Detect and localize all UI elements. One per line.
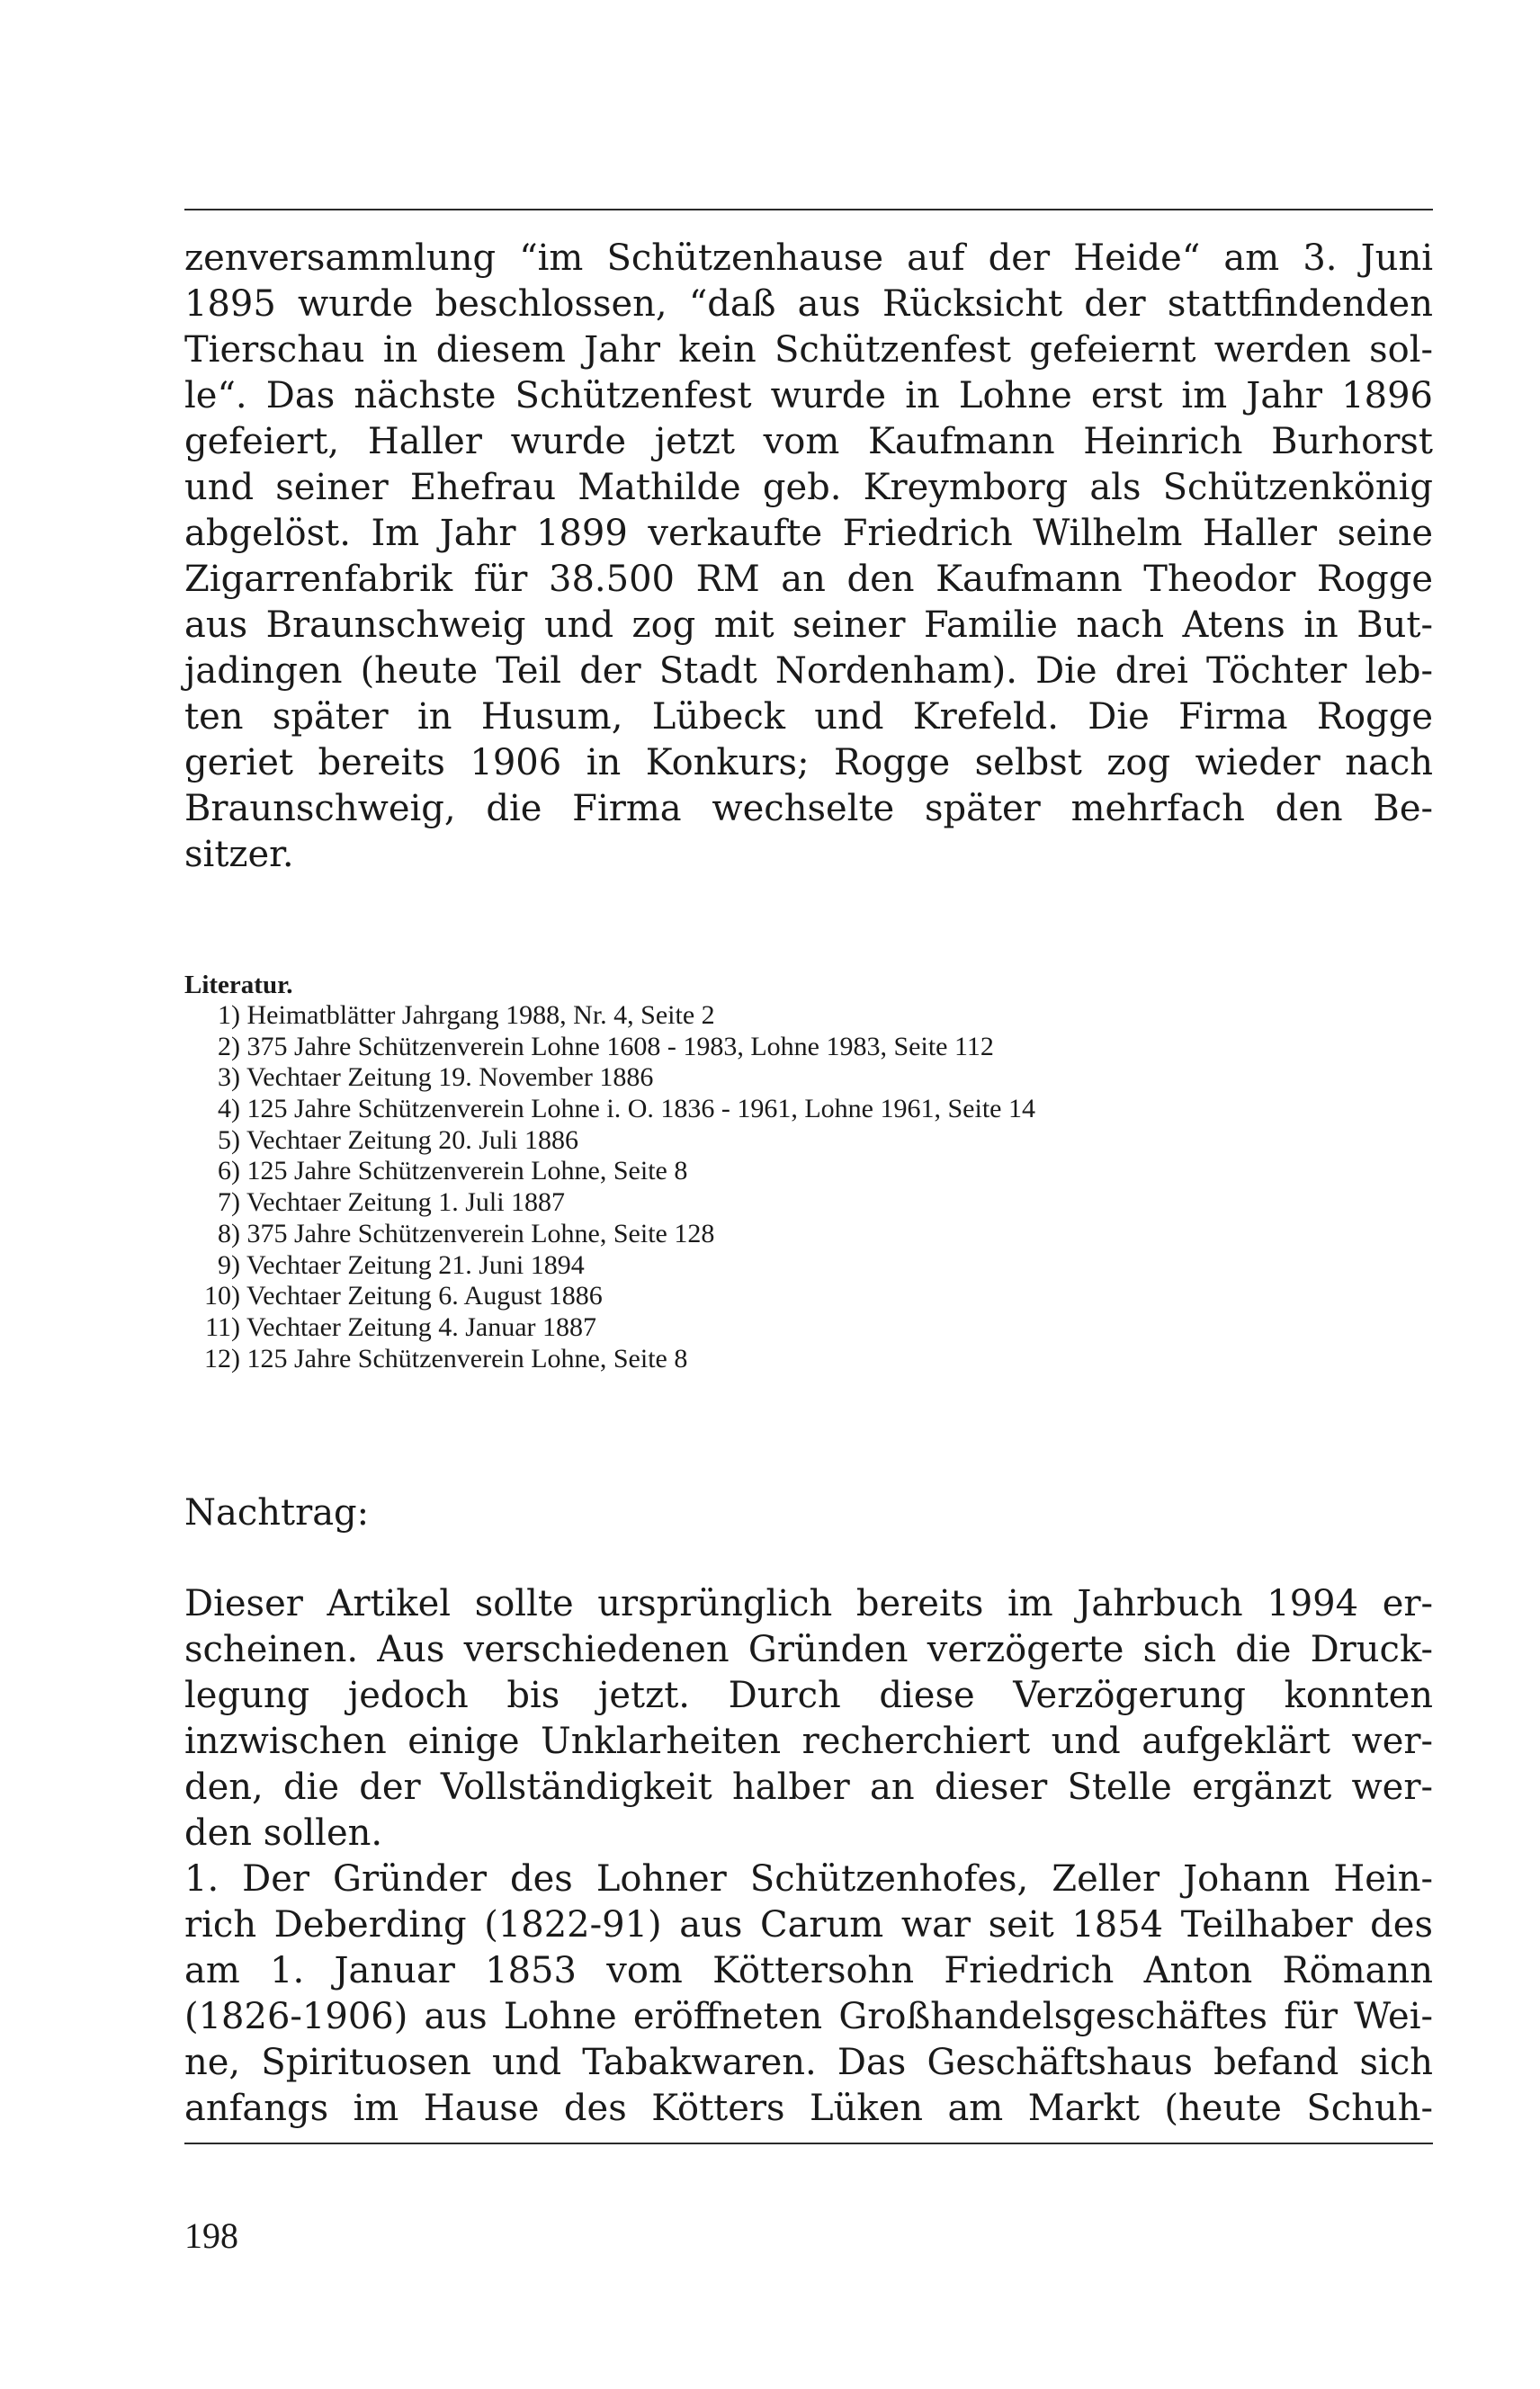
- text-line: Dieser Artikel sollte ursprünglich bereits im Jahrbuch 1994 er-: [184, 1583, 1433, 1624]
- reference-item: [184, 1000, 1433, 1032]
- text-line: Tierschau in diesem Jahr kein Schützenfest gefeiernt werden sol-: [184, 329, 1433, 371]
- text-line: Zigarrenfabrik für 38.500 RM an den Kaufmann Theodor Rogge: [184, 559, 1433, 600]
- reference-item: [184, 1250, 1433, 1282]
- text-line: geriet bereits 1906 in Konkurs; Rogge selbst zog wieder nach: [184, 742, 1433, 783]
- text-line: gefeiert, Haller wurde jetzt vom Kaufmann Heinrich Burhorst: [184, 421, 1433, 462]
- references-title: Literatur.: [184, 971, 293, 999]
- reference-number: 5): [218, 1124, 240, 1155]
- page-number: 198: [184, 2215, 238, 2256]
- reference-number: 2): [218, 1031, 240, 1061]
- reference-text: Heimatblätter Jahrgang 1988, Nr. 4, Seite 2: [246, 1000, 715, 1030]
- text-line: 1895 wurde beschlossen, “daß aus Rücksicht der stattfindenden: [184, 283, 1433, 325]
- addendum-heading: Nachtrag:: [184, 1492, 370, 1534]
- reference-item: [184, 1062, 1433, 1094]
- text-line: jadingen (heute Teil der Stadt Nordenham). Die drei Töchter leb-: [184, 650, 1433, 692]
- text-line: zenversammlung “im Schützenhause auf der Heide“ am 3. Juni: [184, 237, 1433, 279]
- text-line: Braunschweig, die Firma wechselte später mehrfach den Be-: [184, 788, 1433, 829]
- reference-text: 375 Jahre Schützenverein Lohne 1608 - 1983, Lohne 1983, Seite 112: [246, 1031, 994, 1061]
- text-line: am 1. Januar 1853 vom Köttersohn Friedrich Anton Römann: [184, 1950, 1433, 1991]
- text-line: den, die der Vollständigkeit halber an dieser Stelle ergänzt wer-: [184, 1767, 1433, 1808]
- reference-item: [184, 1125, 1433, 1157]
- addendum-paragraph: [184, 1581, 1433, 2132]
- reference-text: 125 Jahre Schützenverein Lohne i. O. 1836 - 1961, Lohne 1961, Seite 14: [246, 1094, 1035, 1124]
- main-paragraph: [184, 236, 1433, 878]
- text-line: aus Braunschweig und zog mit seiner Familie nach Atens in But-: [184, 604, 1433, 646]
- text-line: le“. Das nächste Schützenfest wurde in Lohne erst im Jahr 1896: [184, 375, 1433, 416]
- reference-number: 6): [218, 1156, 240, 1186]
- text-line: (1826-1906) aus Lohne eröffneten Großhandelsgeschäftes für Wei-: [184, 1996, 1433, 2037]
- footer-rule: [184, 2143, 1433, 2144]
- text-line: 1. Der Gründer des Lohner Schützenhofes, Zeller Johann Hein-: [184, 1858, 1433, 1900]
- reference-number: 10): [204, 1281, 240, 1311]
- reference-number: 8): [218, 1218, 240, 1248]
- text-line: sitzer.: [184, 834, 294, 875]
- reference-item: [184, 1094, 1433, 1125]
- reference-number: 12): [204, 1343, 240, 1373]
- text-line: und seiner Ehefrau Mathilde geb. Kreymborg als Schützenkönig: [184, 467, 1433, 508]
- text-line: ten später in Husum, Lübeck und Krefeld. Die Firma Rogge: [184, 696, 1433, 738]
- reference-item: [184, 1187, 1433, 1219]
- reference-text: 125 Jahre Schützenverein Lohne, Seite 8: [246, 1343, 688, 1373]
- reference-number: 7): [218, 1187, 240, 1218]
- text-line: den sollen.: [184, 1812, 383, 1854]
- reference-text: Vechtaer Zeitung 21. Juni 1894: [246, 1249, 585, 1280]
- reference-text: Vechtaer Zeitung 6. August 1886: [246, 1281, 603, 1311]
- text-line: abgelöst. Im Jahr 1899 verkaufte Friedrich Wilhelm Haller seine: [184, 513, 1433, 554]
- text-line: legung jedoch bis jetzt. Durch diese Verzögerung konnten: [184, 1675, 1433, 1716]
- reference-item: [184, 1344, 1433, 1375]
- header-rule: [184, 209, 1433, 210]
- reference-number: 11): [205, 1311, 240, 1342]
- text-line: anfangs im Hause des Kötters Lüken am Markt (heute Schuh-: [184, 2088, 1433, 2129]
- text-line: ne, Spirituosen und Tabakwaren. Das Geschäftshaus befand sich: [184, 2042, 1433, 2083]
- reference-text: Vechtaer Zeitung 1. Juli 1887: [246, 1187, 566, 1218]
- text-line: scheinen. Aus verschiedenen Gründen verzögerte sich die Druck-: [184, 1629, 1433, 1670]
- reference-number: 4): [218, 1094, 240, 1124]
- reference-text: 375 Jahre Schützenverein Lohne, Seite 128: [246, 1218, 715, 1248]
- reference-item: [184, 1281, 1433, 1312]
- reference-text: Vechtaer Zeitung 4. Januar 1887: [246, 1311, 597, 1342]
- reference-text: Vechtaer Zeitung 19. November 1886: [246, 1062, 654, 1093]
- text-line: inzwischen einige Unklarheiten recherchiert und aufgeklärt wer-: [184, 1721, 1433, 1762]
- reference-number: 9): [218, 1249, 240, 1280]
- reference-item: [184, 1312, 1433, 1344]
- reference-item: [184, 1156, 1433, 1187]
- text-line: rich Deberding (1822-91) aus Carum war seit 1854 Teilhaber des: [184, 1904, 1433, 1946]
- reference-item: [184, 1219, 1433, 1250]
- references-list: [184, 970, 1433, 1374]
- reference-text: Vechtaer Zeitung 20. Juli 1886: [246, 1124, 579, 1155]
- reference-item: [184, 1032, 1433, 1063]
- reference-number: 3): [218, 1062, 240, 1093]
- reference-number: 1): [218, 1000, 240, 1030]
- reference-text: 125 Jahre Schützenverein Lohne, Seite 8: [246, 1156, 688, 1186]
